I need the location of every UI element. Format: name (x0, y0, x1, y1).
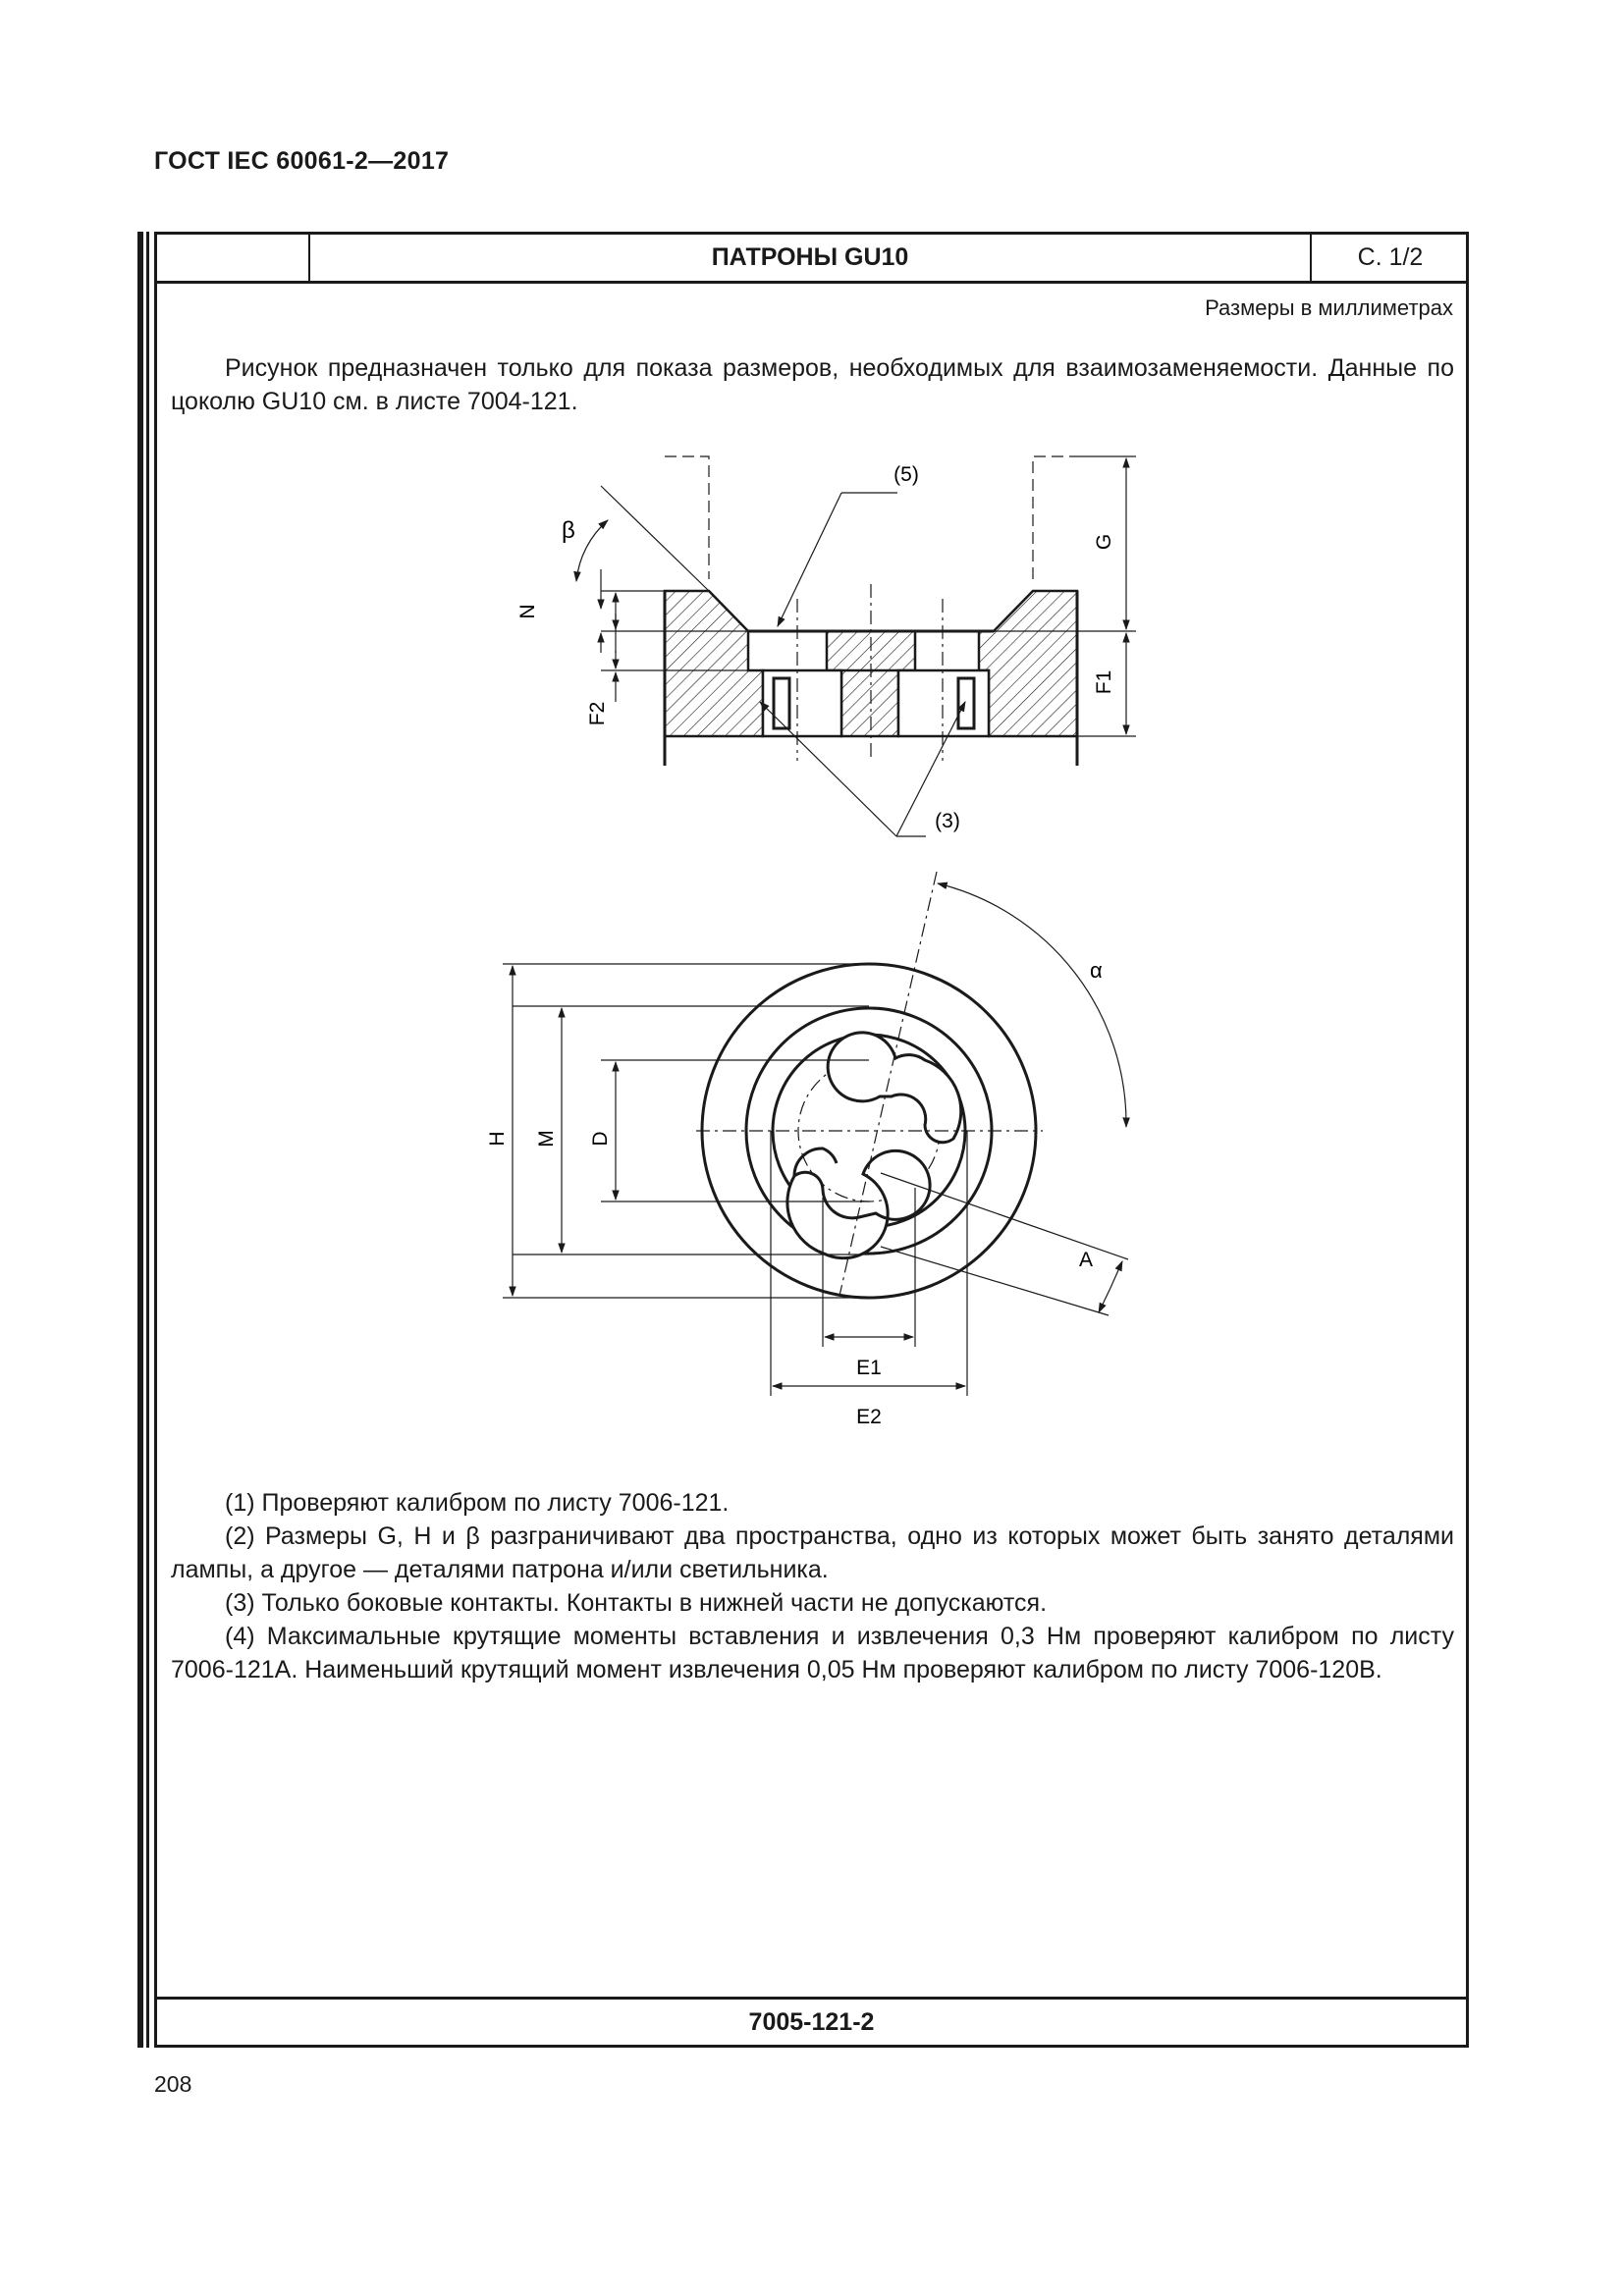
sheet-page: С. 1/2 (1357, 242, 1424, 271)
title-divider (154, 281, 1469, 284)
label-a: A (1078, 1249, 1094, 1271)
label-f2: F2 (586, 701, 609, 726)
holder-body-left (665, 591, 763, 736)
label-beta: β (562, 517, 575, 544)
label-e1: E1 (856, 1357, 882, 1379)
holder-body-lower-center (841, 670, 898, 736)
label-f1: F1 (1093, 669, 1115, 695)
plan-view (486, 872, 1128, 1428)
callout-3: (3) (935, 810, 960, 832)
keyhole-slot-upper (828, 1033, 961, 1143)
contact-left (774, 678, 789, 728)
units-note: Размеры в миллиметрах (1205, 295, 1453, 320)
title-block (154, 232, 1469, 283)
page-number: 208 (154, 2071, 192, 2097)
intro-text: Рисунок предназначен только для показа размеров, необходимых для взаимозаменяемости. Данные по цоколю GU10 см. в листе 7004-121. (171, 354, 1454, 415)
document-header: ГОСТ IEC 60061-2—2017 (154, 147, 450, 175)
label-d: D (589, 1131, 612, 1147)
technical-drawing (154, 432, 1469, 1472)
label-g: G (1093, 533, 1115, 551)
label-alpha: α (1090, 958, 1103, 983)
label-h: H (486, 1131, 509, 1147)
note-4: (4) Максимальные крутящие моменты вставления и извлечения 0,3 Нм проверяют калибром по листу 7006-121A. Наименьший крутящий момент извлечения 0,05 Нм проверяют калибром по листу 7006-120B. (171, 1623, 1454, 1683)
binding-bar-thin (146, 232, 149, 2048)
section-view (516, 456, 1136, 836)
holder-body-right (979, 591, 1077, 736)
note-1: (1) Проверяют калибром по листу 7006-121. (225, 1489, 730, 1517)
note-3: (3) Только боковые контакты. Контакты в нижней части не допускаются. (225, 1589, 1048, 1617)
callout-5: (5) (893, 463, 919, 486)
sheet-title: ПАТРОНЫ GU10 (310, 232, 1312, 283)
label-n: N (516, 604, 539, 619)
keyhole-slot-lower (787, 1150, 930, 1257)
label-m: M (535, 1130, 558, 1148)
contact-right (958, 678, 974, 728)
sheet-code: 7005-121-2 (748, 2007, 875, 2036)
note-2: (2) Размеры G, H и β разграничивают два пространства, одно из которых может быть занято деталями лампы, а другое — деталями патрона и/или светильника. (171, 1522, 1454, 1583)
notes-section (171, 1486, 1454, 1686)
title-blank-cell (154, 232, 310, 283)
lamp-space-outline (665, 456, 1077, 579)
binding-bar-thick (137, 232, 143, 2048)
label-e2: E2 (856, 1406, 882, 1428)
intro-paragraph (171, 351, 1454, 418)
